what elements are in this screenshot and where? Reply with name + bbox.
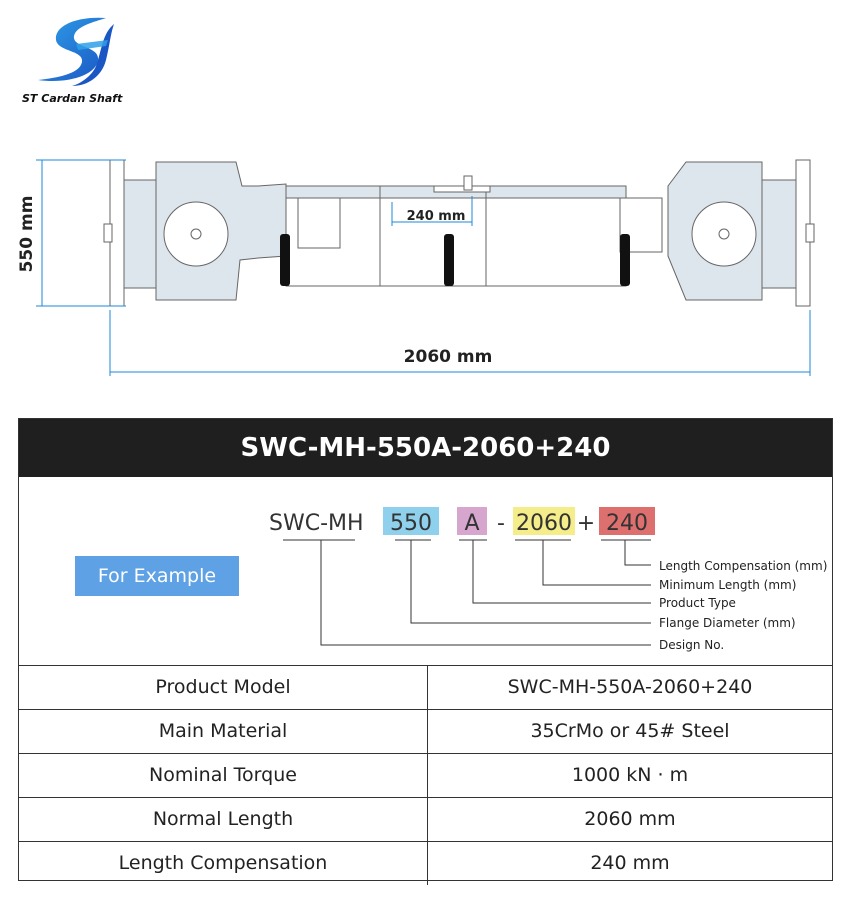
legend-flange-diameter: Flange Diameter (mm)	[659, 616, 796, 630]
spec-title: SWC-MH-550A-2060+240	[19, 419, 832, 477]
height-dimension-label: 550 mm	[17, 195, 37, 273]
code-flange: 550	[390, 511, 432, 536]
code-dash: -	[497, 511, 505, 536]
code-prefix: SWC-MH	[269, 511, 364, 536]
st-swoosh-logo-icon	[36, 14, 126, 90]
row-label: Main Material	[158, 720, 288, 742]
table-row	[19, 842, 832, 885]
code-length: 2060	[516, 511, 572, 536]
row-value: 240 mm	[427, 842, 832, 885]
brand-name: ST Cardan Shaft	[22, 92, 123, 105]
code-compensation: 240	[606, 511, 648, 536]
code-type: A	[464, 511, 480, 536]
spec-table	[18, 418, 833, 881]
table-row	[19, 666, 832, 710]
row-value: SWC-MH-550A-2060+240	[427, 666, 832, 709]
row-label: Length Compensation	[118, 852, 328, 874]
row-value: 1000 kN · m	[427, 754, 832, 797]
right-flange-key	[806, 224, 814, 242]
table-row	[19, 710, 832, 754]
table-row	[19, 798, 832, 842]
legend-min-length: Minimum Length (mm)	[659, 578, 797, 592]
left-flange-key	[104, 224, 112, 242]
left-yoke-plate	[124, 180, 158, 288]
right-yoke-plate	[762, 180, 796, 288]
legend-product-type: Product Type	[659, 596, 736, 610]
row-label: Nominal Torque	[149, 764, 297, 786]
compensation-dimension-label: 240 mm	[406, 209, 466, 224]
length-dimension-label: 2060 mm	[403, 347, 493, 367]
spec-rows	[19, 666, 832, 885]
row-value: 2060 mm	[427, 798, 832, 841]
legend-compensation: Length Compensation (mm)	[659, 559, 828, 573]
model-code-breakdown	[19, 477, 832, 666]
for-example-badge: For Example	[75, 556, 239, 596]
table-row	[19, 754, 832, 798]
legend-design-no: Design No.	[659, 638, 725, 652]
row-label: Product Model	[155, 676, 291, 698]
code-diagram	[19, 477, 832, 665]
code-plus: +	[576, 511, 596, 536]
cardan-shaft-drawing	[0, 150, 852, 390]
row-value: 35CrMo or 45# Steel	[427, 710, 832, 753]
row-label: Normal Length	[152, 808, 294, 830]
